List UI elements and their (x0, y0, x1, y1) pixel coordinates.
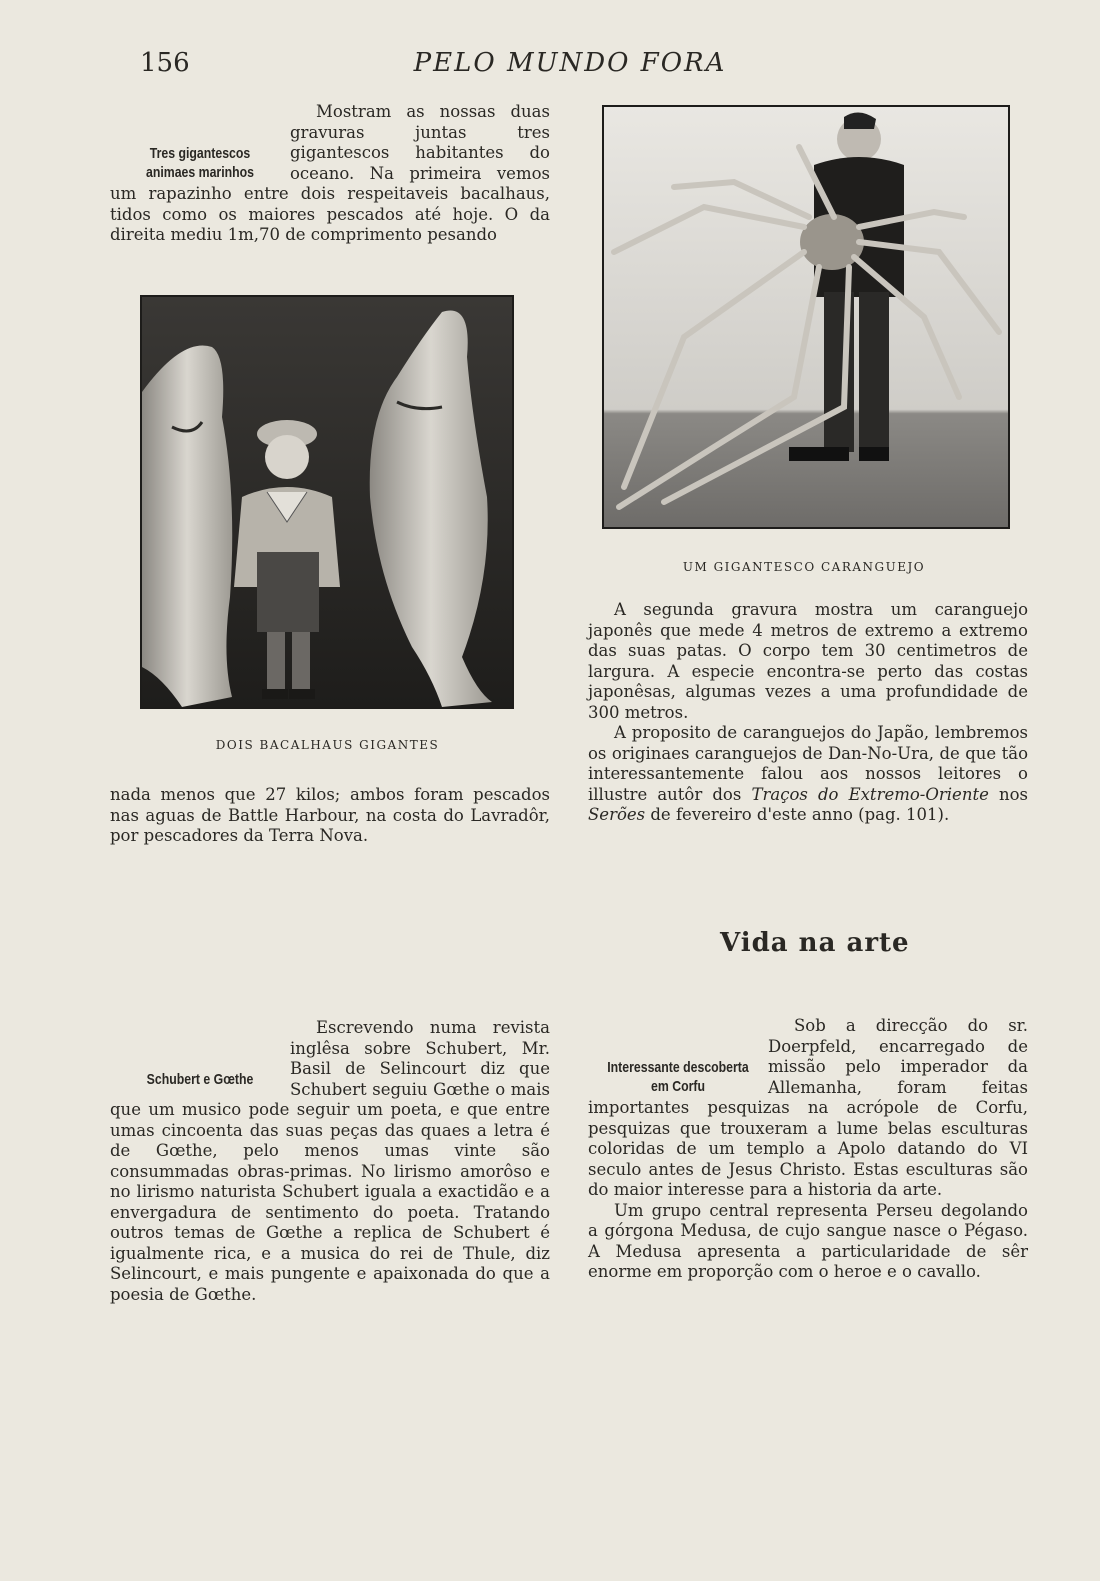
article-schubert-text: Escrevendo numa revista inglêsa sobre Schubert, Mr. Basil de Selincourt diz que Schubert seguiu Gœthe o mais que um musico pode seguir um poeta, e que entre umas cincoenta das suas peças das quaes a letra é de Gœthe, pelo menos umas vinte são consummadas obras-primas. No lirismo amorôso e no lirismo naturista Schubert iguala a exactidão e a envergadura de sentimento do poeta. Tratando outros temas de Gœthe a replica de Schubert é igualmente rica, e a musica do rei de Thule, diz Selincourt, e mais pungente e apaixonada do que a poesia de Gœthe. (110, 1018, 550, 1304)
photo-giant-cod (140, 295, 514, 709)
crab-p2-mid: nos (988, 784, 1029, 804)
fish-illustration (142, 297, 512, 707)
article-giant-animals-intro (110, 102, 550, 246)
article-giant-animals-continued (110, 785, 550, 847)
article-giant-animals-part1: Mostram as nossas duas gravuras juntas tres gigantescos habitantes do oceano. Na primeira vemos um rapazinho entre dois respeitaveis bacalhaus, tidos como os maiores pescados até hoje. O da direita mediu 1m,70 de comprimento pesando (110, 102, 550, 244)
article-corfu-paragraph2: Um grupo central representa Perseu degolando a górgona Medusa, de cujo sangue nasce o Pégaso. A Medusa apresenta a particularidade de sêr enorme em proporção com o heroe e o cavallo. (588, 1200, 1028, 1281)
section-title-vida-na-arte: Vida na arte (720, 928, 910, 958)
article-crab-paragraph1: A segunda gravura mostra um caranguejo japonês que mede 4 metros de extremo a extremo das suas patas. O corpo tem 30 centimetros de largura. A especie encontra-se perto das costas japonêsas, algumas vezes a uma profundidade de 300 metros. (588, 600, 1028, 722)
caption-crab: UM GIGANTESCO CARANGUEJO (682, 560, 926, 574)
article-crab-paragraph2 (588, 723, 1028, 826)
side-heading-schubert: Schubert e Gœthe (146, 1071, 254, 1088)
article-corfu (588, 1016, 1028, 1283)
article-crab (588, 600, 1028, 826)
running-title: PELO MUNDO FORA (413, 48, 727, 78)
crab-illustration (604, 107, 1008, 527)
side-heading-corfu: Interessante descoberta em Corfu (607, 1059, 749, 1095)
crab-p2-title2: Serões (588, 805, 646, 824)
photo-giant-crab (602, 105, 1010, 529)
side-heading-giant-animals: Tres gigantescos animaes marinhos (145, 145, 255, 181)
crab-p2-start: A proposito de caranguejos do Japão, lembremos os originaes caranguejos de Dan-No-Ura, de que tão interessantemente falou aos nossos leitores o illustre autôr dos (588, 723, 1028, 804)
article-giant-animals-part2: nada menos que 27 kilos; ambos foram pescados nas aguas de Battle Harbour, na costa do Lavradôr, por pescadores da Terra Nova. (110, 785, 550, 845)
article-schubert (110, 1018, 550, 1305)
caption-fish: DOIS BACALHAUS GIGANTES (215, 738, 440, 752)
page-number: 156 (140, 48, 190, 78)
crab-p2-title1: Traços do Extremo-Oriente (751, 784, 989, 804)
crab-p2-end: de fevereiro d'este anno (pag. 101). (645, 805, 950, 824)
article-corfu-paragraph1: Sob a direcção do sr. Doerpfeld, encarregado de missão pelo imperador da Allemanha, foram feitas importantes pesquizas na acrópole de Corfu, pesquizas que trouxeram a lume belas esculturas coloridas de um templo a Apolo datando do VI seculo antes de Jesus Christo. Estas esculturas são do maior interesse para a historia da arte. (588, 1016, 1028, 1199)
